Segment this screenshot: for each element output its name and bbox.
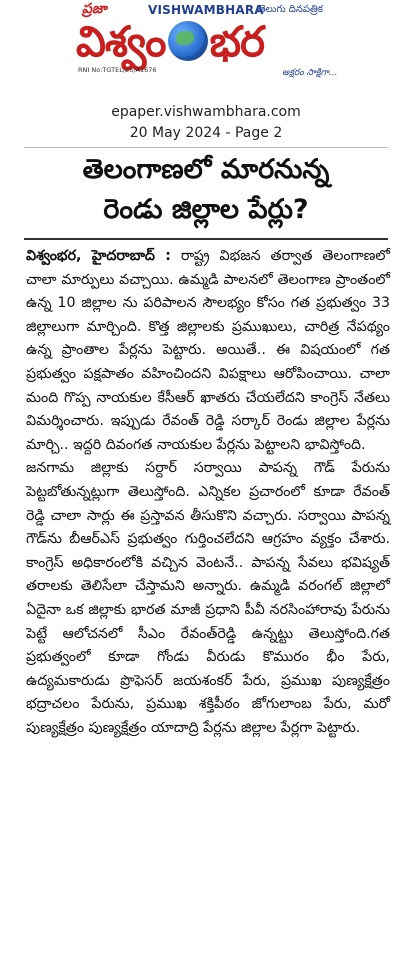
rni-number: RNI No:TGTEL/25/A1676	[78, 66, 157, 74]
globe-icon	[168, 21, 208, 61]
divider-bottom	[24, 238, 388, 240]
article-paragraph-1	[26, 245, 390, 457]
article-paragraph-2: జనగామ జిల్లాకు సర్దార్ సర్వాయి పాపన్న గౌడ్ పేరును పెట్టబోతున్నట్లుగా తెలుస్తోంది. ఎన్నికల ప్రచారంలో కూడా రేవంత్ రెడ్డి చాలా సార్లు ఈ ప్రస్తావన తీసుకొని వచ్చారు. సర్వాయి పాపన్న గౌడ్‌ను బీఆర్ఎస్ ప్రభుత్వం గుర్తించలేదని ఆగ్రహం వ్యక్తం చేశారు. కాంగ్రెస్ అధికారంలోకి వచ్చిన వెంటనే.. పాపన్న సేవలు భవిష్యత్ తరాలకు తెలిసేలా చేస్తామని అన్నారు. ఉమ్మడి వరంగల్ జిల్లాలో ఏదైనా ఒక జిల్లాకు భారత మాజీ ప్రధాని పీవీ నరసింహారావు పేరును పెట్టే ఆలోచనలో సీఎం రేవంత్‌రెడ్డి ఉన్నట్టు తెలుస్తోంది.గత ప్రభుత్వంలో కూడా గోండు వీరుడు కొమురం భీం పేరు, ఉద్యమకారుడు ప్రొఫెసర్ జయశంకర్ పేరు, ప్రముఖ పుణ్యక్షేత్రం భద్రాచలం పేరును, ప్రముఖ శక్తిపీఠం జోగులాంబ పేరు, మరో పుణ్యక్షేత్రం పుణ్యక్షేత్రం యాదాద్రి పేర్లను జిల్లాల పేర్లగా పెట్టారు.	[26, 460, 390, 736]
logo-text-right: భర	[209, 17, 264, 66]
slogan: అక్షరం సాక్షిగా...	[282, 68, 338, 78]
epaper-url: epaper.vishwambhara.com	[111, 104, 301, 120]
divider-top	[24, 147, 388, 148]
tagline: తెలుగు దినపత్రిక	[258, 4, 324, 15]
paragraph-1-text: రాష్ట్ర విభజన తర్వాత తెలంగాణలో చాలా మార్పులు వచ్చాయి. ఉమ్మడి పాలనలో తెలంగాణ ప్రాంతంలో ఉన్న 10 జిల్లాల ను పరిపాలన సౌలభ్యం కోసం గత ప్రభుత్వం 33 జిల్లాలుగా మార్చింది. కొత్త జిల్లాలకు ప్రముఖులు, చారిత్ర నేపథ్యం ఉన్న ప్రాంతాల పేర్లను పెట్టారు. అయితే.. ఈ విషయంలో గత ప్రభుత్వం పక్షపాతం వహించిందని విపక్షాలు ఆరోపించాయి. చాలా మంది గొప్ప నాయకుల కేసీఆర్ ఖాతరు చేయలేదని కాంగ్రెస్ నేతలు విమర్శించారు. ఇప్పుడు రేవంత్ రెడ్డి సర్కార్ రెండు జిల్లాల పేర్లను మార్చి.. ఇద్దరి దివంగత నాయకుల పేర్లను పెట్టాలని భావిస్తోంది.	[26, 248, 391, 453]
newspaper-logo	[76, 14, 264, 70]
headline-line-1: తెలంగాణలో మారనున్న	[82, 154, 330, 185]
date-page-label: 20 May 2024 - Page 2	[129, 125, 283, 141]
praja-label: ప్రజా	[82, 1, 107, 17]
article-headline	[20, 150, 392, 230]
masthead	[0, 0, 412, 96]
article-body	[26, 245, 390, 740]
logo-text-left: విశ్వం	[76, 17, 166, 66]
article-dateline: విశ్వంభర, హైదరాబాద్ :	[26, 248, 171, 264]
brand-name-english: VISHWAMBHARA	[148, 3, 264, 17]
headline-line-2: రెండు జిల్లాల పేర్లు?	[103, 194, 309, 225]
